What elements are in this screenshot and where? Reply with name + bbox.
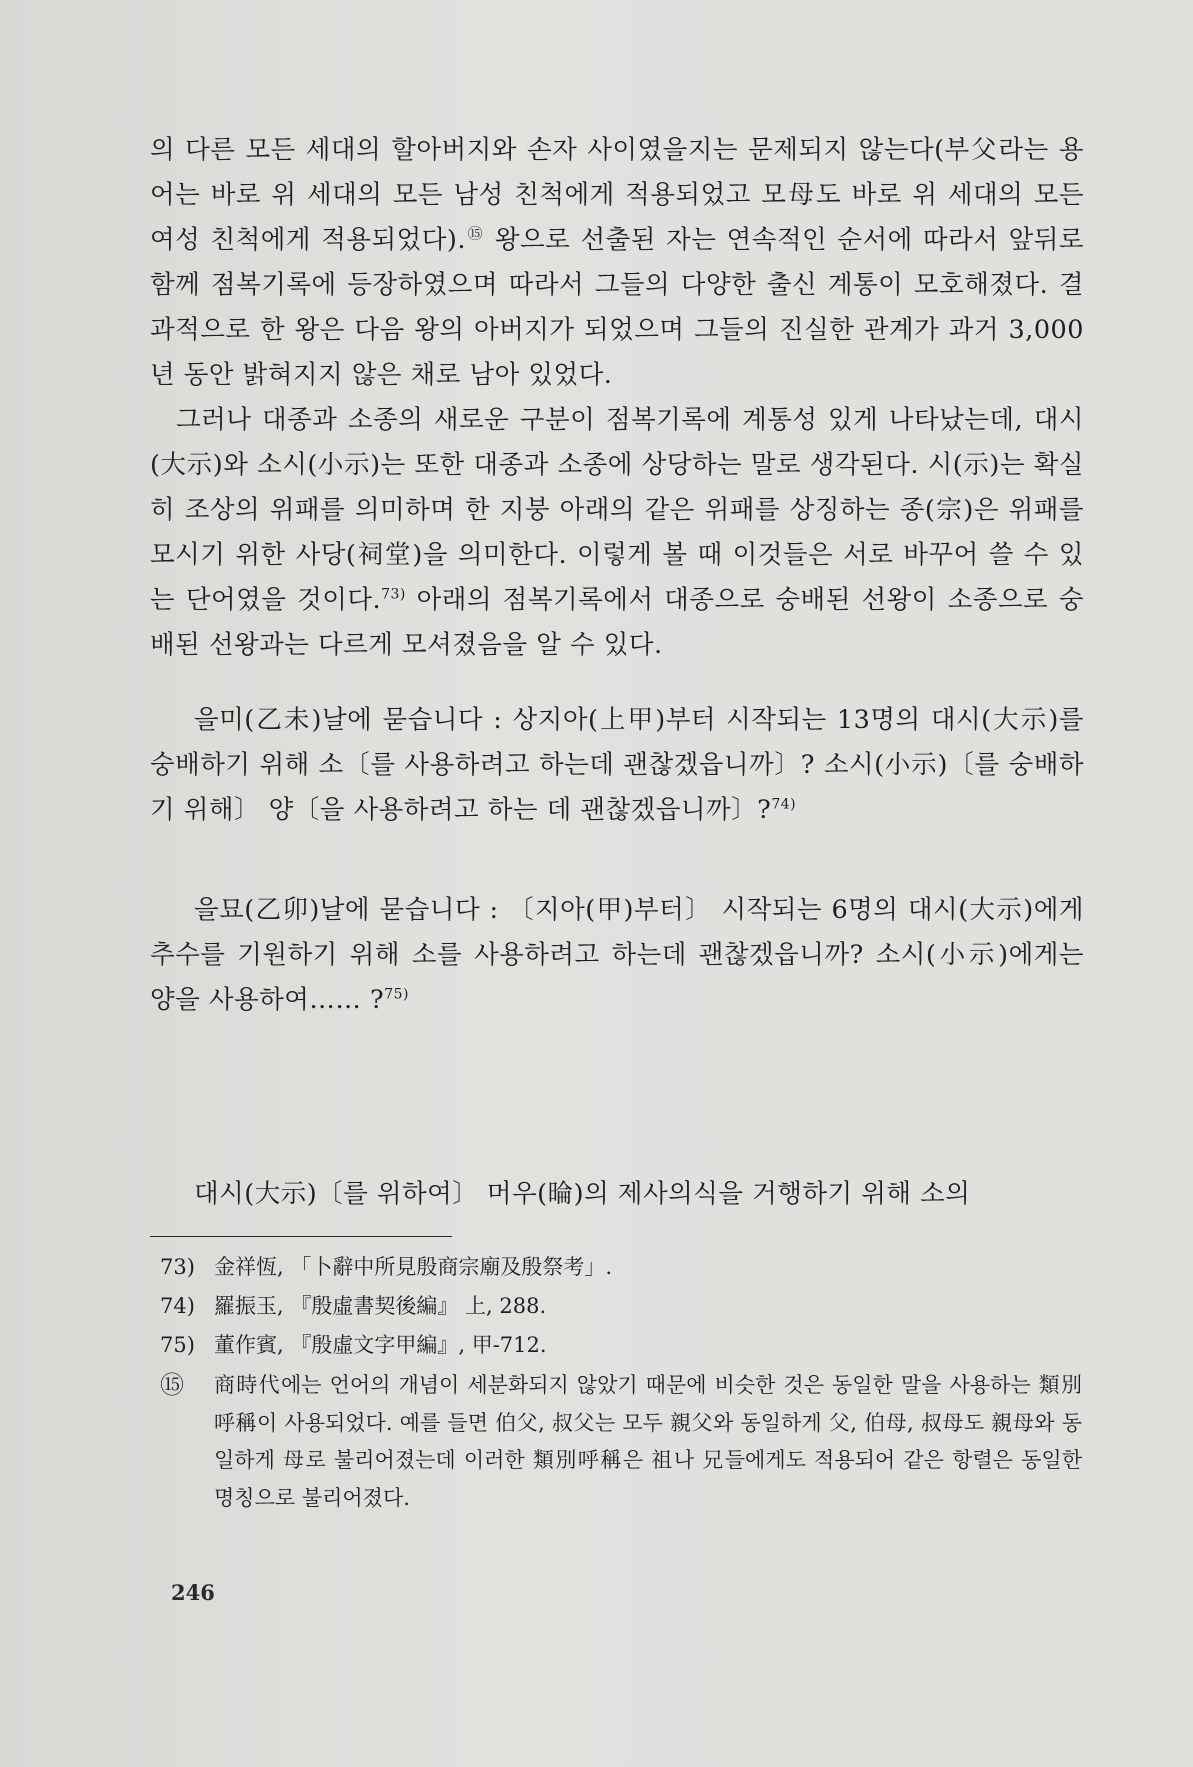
quotation-text: 을미(乙未)날에 묻습니다 : 상지아(上甲)부터 시작되는 13명의 대시(大示)를 숭배하기 위해 소〔를 사용하려고 하는데 괜찮겠읍니까〕? 소시(小示)〔를 숭배하기 위해〕 양〔을 사용하려고 하는 데 괜찮겠읍니까〕? xyxy=(150,705,1084,825)
translator-note-marker: ⑮ xyxy=(465,224,485,243)
footnote-number: 75) xyxy=(160,1333,195,1357)
footnote-ref: 74) xyxy=(771,796,797,813)
translator-note: 商時代에는 언어의 개념이 세분화되지 않았기 때문에 비슷한 것은 동일한 말을 사용하는 類別呼稱이 사용되었다. 예를 들면 伯父, 叔父는 모두 親父와 동일하게 父, 伯母, 叔母도 親母와 동일하게 母로 불리어졌는데 이러한 類別呼稱은 祖나 兄들에게도 적용되어 같은 항렬은 동일한 명칭으로 불리어졌다. xyxy=(214,1373,1082,1510)
translator-note-number: ⑮ xyxy=(160,1371,184,1399)
footnote-ref: 73) xyxy=(381,586,406,603)
footnote-text: 羅振玉, 『殷虛書契後編』 上, 288. xyxy=(214,1294,547,1318)
footnote-73 xyxy=(160,1249,1084,1286)
quotation-3 xyxy=(150,1172,1084,1217)
paragraph-text: 왕으로 선출된 자는 연속적인 순서에 따라서 앞뒤로 함께 점복기록에 등장하였으며 따라서 그들의 다양한 출신 계통이 모호해졌다. 결과적으로 한 왕은 다음 왕의 아버지가 되었으며 그들의 진실한 관계가 과거 3,000년 동안 밝혀지지 않은 채로 남아 있었다. xyxy=(150,225,1084,390)
paragraph-text: 아래의 점복기록에서 대종으로 숭배된 선왕이 소종으로 숭배된 선왕과는 다르게 모셔졌음을 알 수 있다. xyxy=(150,585,1085,660)
quotation-1 xyxy=(150,698,1084,833)
quotation-2 xyxy=(150,888,1084,1023)
footnote-74 xyxy=(160,1288,1084,1325)
footnote-text: 金祥恆, 「卜辭中所見殷商宗廟及殷祭考」. xyxy=(214,1255,613,1279)
quotation-text: 을묘(乙卯)날에 묻습니다 : 〔지아(甲)부터〕 시작되는 6명의 대시(大示)에게 추수를 기원하기 위해 소를 사용하려고 하는데 괜찮겠읍니까? 소시(小示)에게는 양을 사용하여…… ? xyxy=(150,895,1084,1015)
body-paragraph-1 xyxy=(150,128,1084,398)
footnote-ref: 75) xyxy=(384,986,409,1003)
footnote-separator xyxy=(150,1236,452,1237)
footnote-75 xyxy=(160,1327,1084,1364)
footnote-text: 董作賓, 『殷虛文字甲編』, 甲-712. xyxy=(214,1333,547,1357)
page-number: 246 xyxy=(171,1580,215,1605)
paragraph-text: 의 다른 모든 세대의 할아버지와 손자 사이였을지는 문제되지 않는다(부父라는 용어는 바로 위 세대의 모든 남성 친척에게 적용되었고 모母도 바로 위 세대의 모든 여성 친척에게 적용되었다). xyxy=(150,135,1084,255)
footnote-number: 74) xyxy=(160,1294,195,1318)
footnote-number: 73) xyxy=(160,1255,195,1279)
quotation-text: 대시(大示)〔를 위하여〕 머우(㫻)의 제사의식을 거행하기 위해 소의 xyxy=(194,1179,971,1209)
paragraph-text: 그러나 대종과 소종의 새로운 구분이 점복기록에 계통성 있게 나타났는데, 대시(大示)와 소시(小示)는 또한 대종과 소종에 상당하는 말로 생각된다. 시(示)는 확실히 조상의 위패를 의미하며 한 지붕 아래의 같은 위패를 상징하는 종(宗)은 위패를 모시기 위한 사당(祠堂)을 의미한다. 이렇게 볼 때 이것들은 서로 바꾸어 쓸 수 있는 단어였을 것이다. xyxy=(150,405,1084,615)
body-paragraph-2 xyxy=(150,398,1084,668)
